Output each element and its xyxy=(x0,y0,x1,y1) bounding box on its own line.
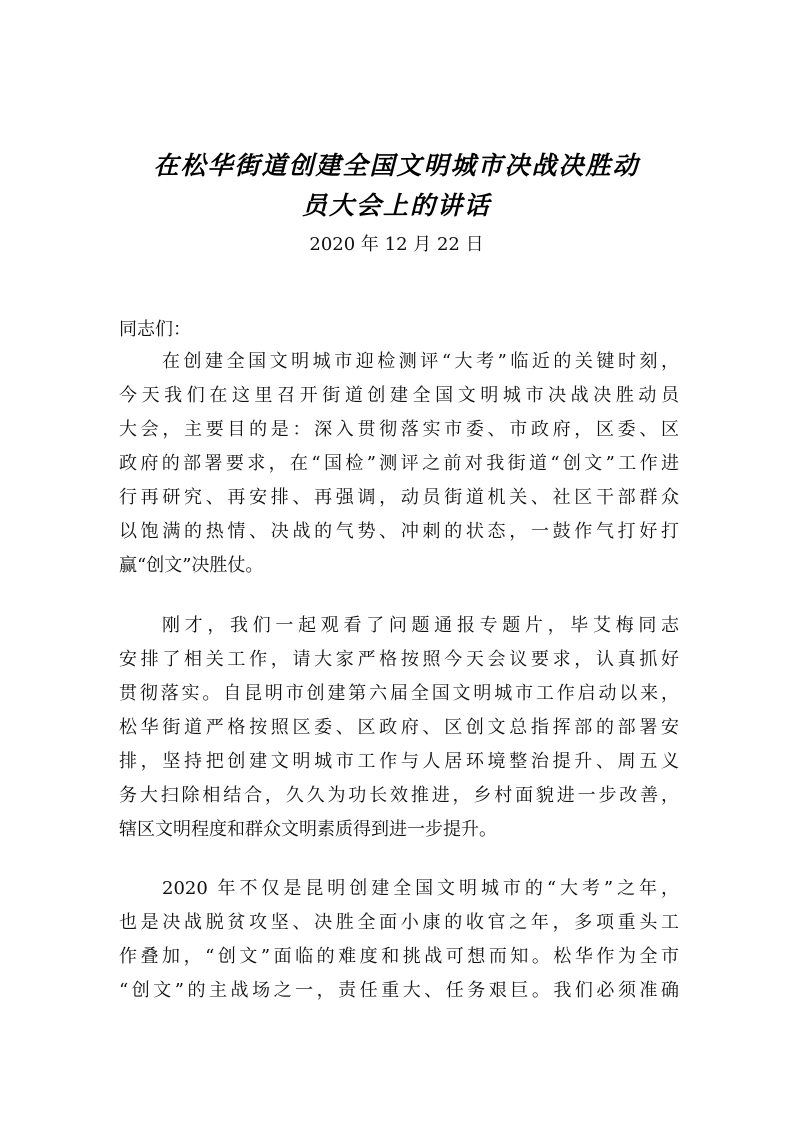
body-line: 大会，主要目的是：深入贯彻落实市委、市政府，区委、区 xyxy=(119,419,679,440)
body-line: 松华街道严格按照区委、区政府、区创文总指挥部的部署安 xyxy=(119,717,679,738)
body-line: 行再研究、再安排、再强调，动员街道机关、社区干部群众 xyxy=(119,487,679,508)
body-line: 以饱满的热情、决战的气势、冲刺的状态，一鼓作气打好打 xyxy=(119,521,679,542)
body-line: 排，坚持把创建文明城市工作与人居环境整治提升、周五义 xyxy=(119,751,679,772)
body-line: 辖区文明程度和群众文明素质得到进一步提升。 xyxy=(119,819,497,840)
body-line: 贯彻落实。自昆明市创建第六届全国文明城市工作启动以来， xyxy=(119,683,679,704)
body-line: 政府的部署要求，在“国检”测评之前对我街道“创文”工作进 xyxy=(119,453,679,474)
body-line: 今天我们在这里召开街道创建全国文明城市决战决胜动员 xyxy=(119,385,679,406)
document-title-line-2: 员大会上的讲话 xyxy=(301,191,491,220)
body-line: 作叠加，“创文”面临的难度和挑战可想而知。松华作为全市 xyxy=(119,946,679,967)
salutation: 同志们： xyxy=(119,319,191,340)
body-line: 务大扫除相结合，久久为功长效推进，乡村面貌进一步改善， xyxy=(119,785,679,806)
document-title-line-1: 在松华街道创建全国文明城市决战决胜动 xyxy=(153,151,640,180)
body-line: 赢“创文”决胜仗。 xyxy=(119,555,264,576)
body-line: 刚才，我们一起观看了问题通报专题片，毕艾梅同志 xyxy=(162,615,679,636)
body-line: 安排了相关工作，请大家严格按照今天会议要求，认真抓好 xyxy=(119,649,679,670)
body-line: 2020 年不仅是昆明创建全国文明城市的“大考”之年， xyxy=(162,878,679,899)
document-date: 2020 年 12 月 22 日 xyxy=(309,234,484,255)
body-line: “创文”的主战场之一，责任重大、任务艰巨。我们必须准确 xyxy=(119,980,679,1001)
body-line: 也是决战脱贫攻坚、决胜全面小康的收官之年，多项重头工 xyxy=(119,912,679,933)
body-line: 在创建全国文明城市迎检测评“大考”临近的关键时刻， xyxy=(162,351,679,372)
